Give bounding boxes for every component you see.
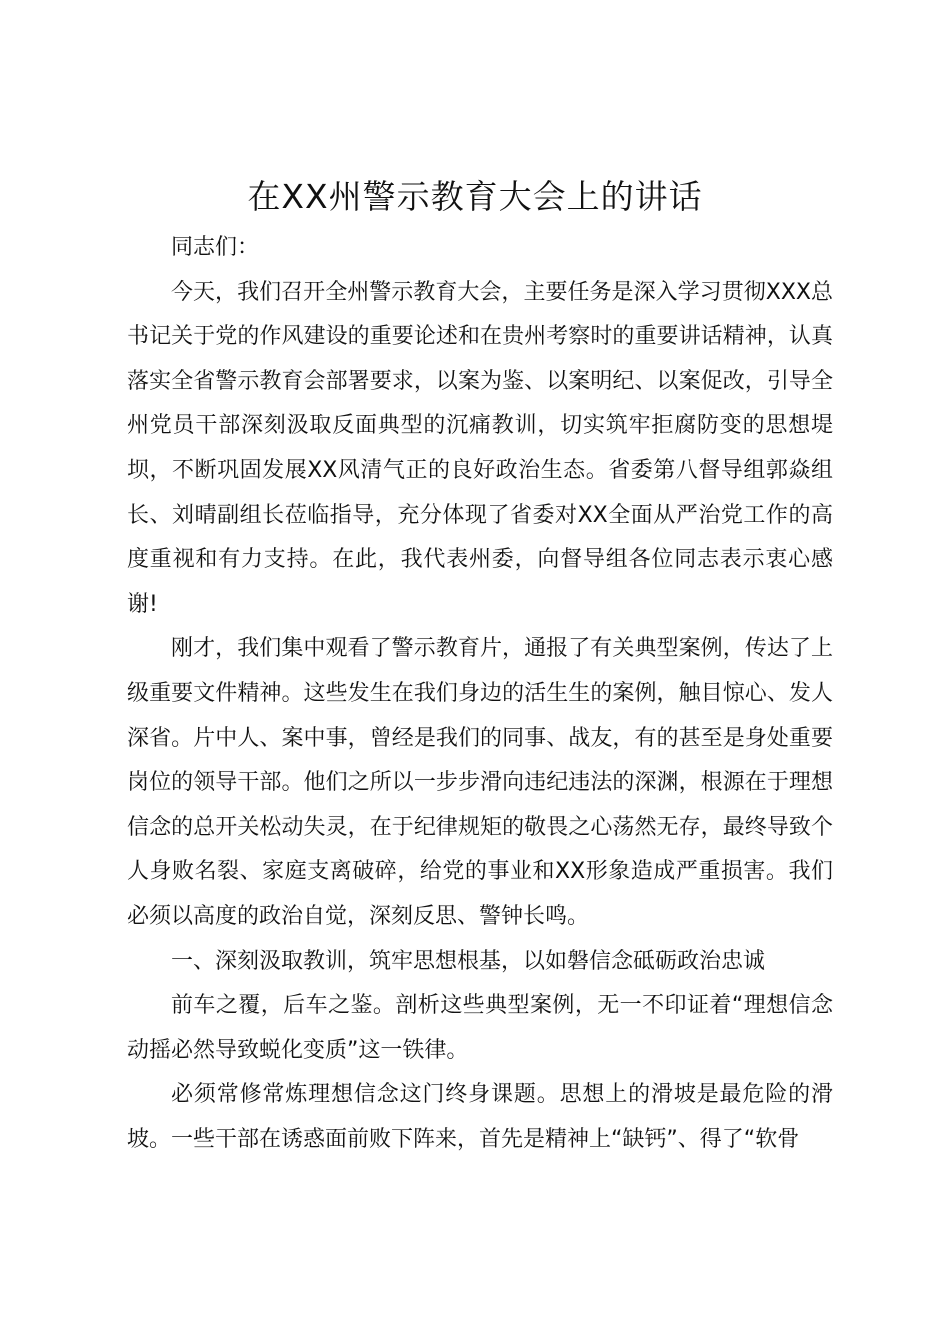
- paragraph-lesson: 前车之覆，后车之鉴。剖析这些典型案例，无一不印证着“理想信念动摇必然导致蜕化变质”这一铁律。: [127, 993, 833, 1063]
- paragraph-opening: 今天，我们召开全州警示教育大会，主要任务是深入学习贯彻XXX总书记关于党的作风建设的重要论述和在贵州考察时的重要讲话精神，认真落实全省警示教育会部署要求，以案为鉴、以案明纪、以案促改，引导全州党员干部深刻汲取反面典型的沉痛教训，切实筑牢拒腐防变的思想堤坝，不断巩固发展XX风清气正的良好政治生态。省委第八督导组郭焱组长、刘晴副组长莅临指导，充分体现了省委对XX全面从严治党工作的高度重视和有力支持。在此，我代表州委，向督导组各位同志表示衷心感谢!: [127, 279, 833, 617]
- document-body: [127, 226, 833, 1162]
- paragraph-belief: 必须常修常炼理想信念这门终身课题。思想上的滑坡是最危险的滑坡。一些干部在诱惑面前败下阵来，首先是精神上“缺钙”、得了“软骨: [127, 1082, 833, 1152]
- paragraph-cases: 刚才，我们集中观看了警示教育片，通报了有关典型案例，传达了上级重要文件精神。这些发生在我们身边的活生生的案例，触目惊心、发人深省。片中人、案中事，曾经是我们的同事、战友，有的甚至是身处重要岗位的领导干部。他们之所以一步步滑向违纪违法的深渊，根源在于理想信念的总开关松动失灵，在于纪律规矩的敬畏之心荡然无存，最终导致个人身败名裂、家庭支离破碎，给党的事业和XX形象造成严重损害。我们必须以高度的政治自觉，深刻反思、警钟长鸣。: [127, 636, 833, 929]
- section-heading-1: 一、深刻汲取教训，筑牢思想根基，以如磐信念砥砺政治忠诚: [171, 948, 766, 974]
- salutation: 同志们：: [171, 235, 260, 260]
- document-title: 在XX州警示教育大会上的讲话: [247, 177, 703, 216]
